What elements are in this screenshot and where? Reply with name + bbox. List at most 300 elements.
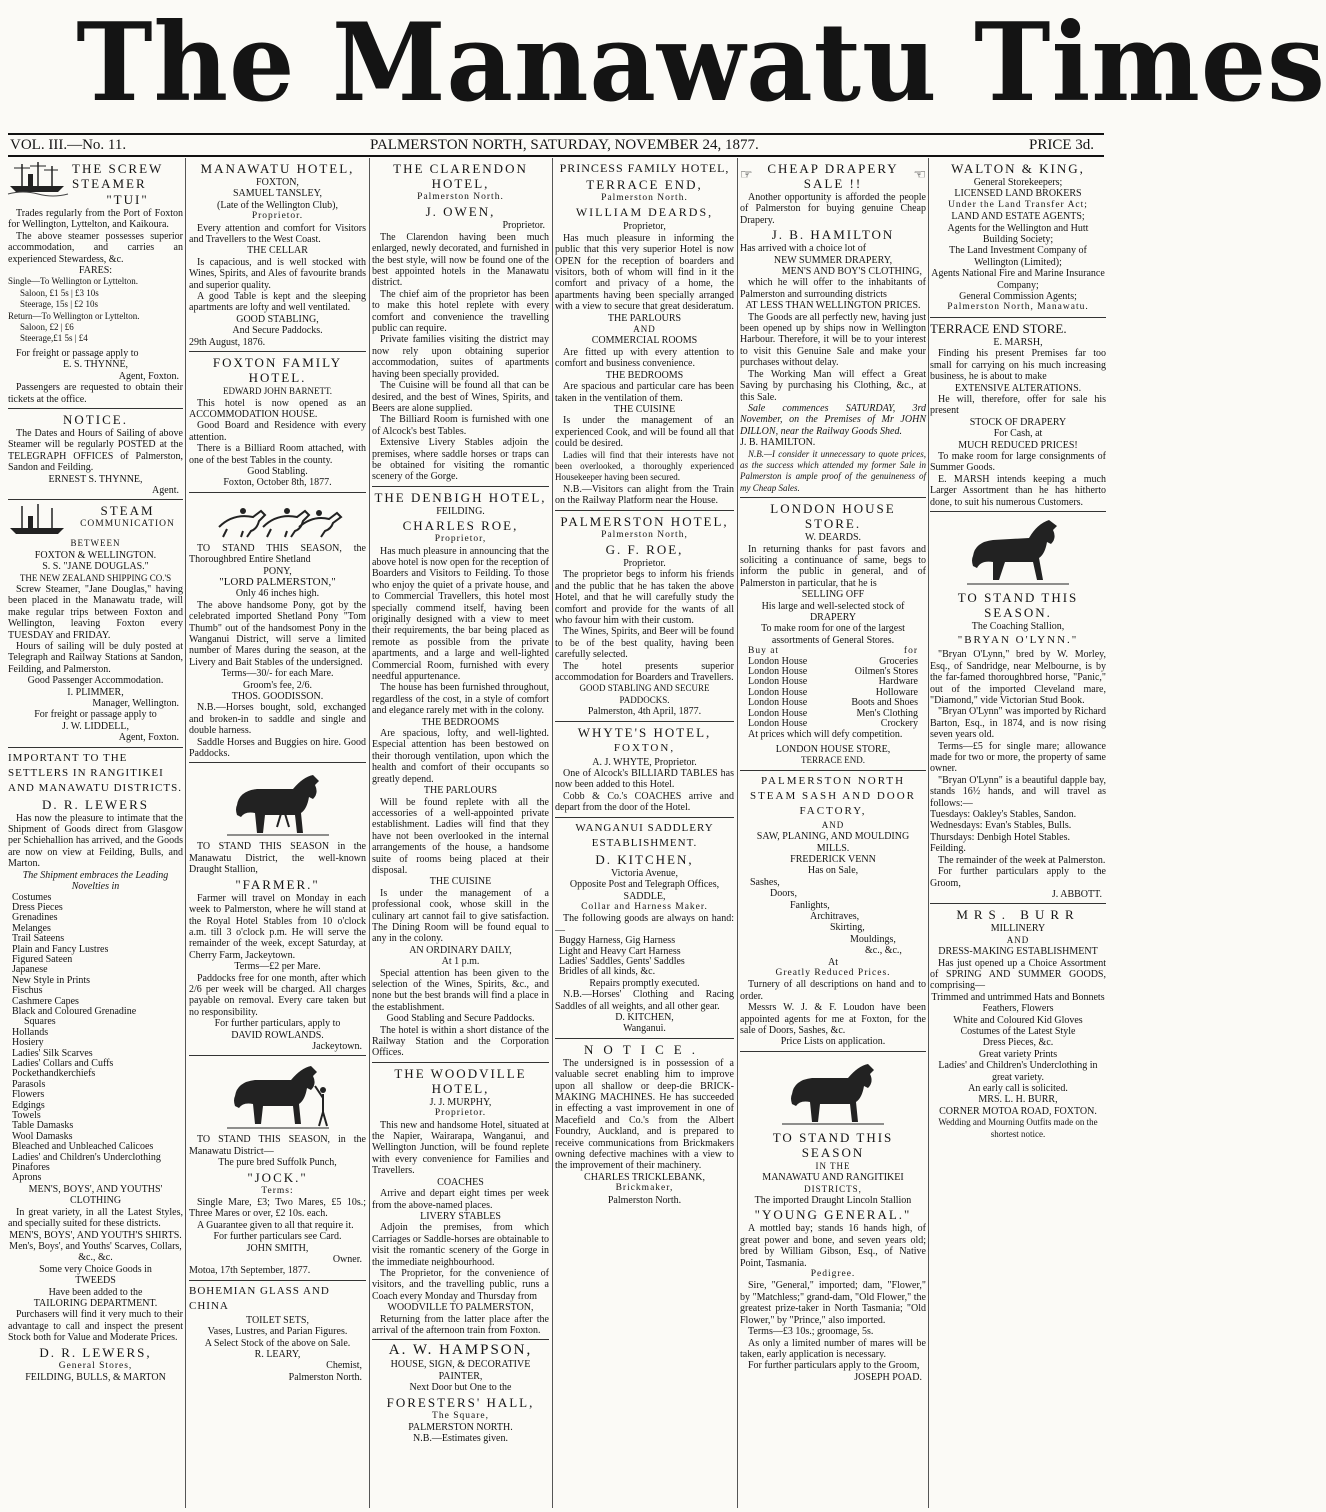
hotel-owner: SAMUEL TANSLEY, <box>232 188 323 200</box>
hotel-body: Every attention and comfort for Visitors and Travellers to the West Coast. <box>189 222 366 246</box>
agents-text: Messrs W. J. & F. Loudon have been appointed agents for me at Foxton, for the sale of Doors, Sashes, &c. <box>740 1002 926 1036</box>
tui-heading: THE SCREW STEAMER <box>72 161 164 191</box>
draught-horse-icon <box>223 767 333 839</box>
schedule-remainder: The remainder of the week at Palmerston. <box>938 854 1106 866</box>
lewers-body: Has now the pleasure to intimate that the Shipment of Goods direct from Glasgow per Schiehallion has arrived, and the Goods are now on view at Feilding, Bulls, and Marton. <box>8 812 183 870</box>
notice-signature: CHARLES TRICKLEBANK, <box>584 1171 705 1183</box>
lewers-towns: FEILDING, BULLS, & MARTON <box>25 1371 166 1383</box>
list-item: Sashes, <box>750 876 780 888</box>
guarantee-text: A Guarantee given to all that require it. <box>197 1219 354 1231</box>
price: PRICE 3d. <box>1028 137 1094 153</box>
section-body: Adjoin the premises, from which Carriages or Saddle-horses are obtainable to visit the romantic scenery of the Gorge in the immediate neighbourhood. <box>372 1222 549 1268</box>
between-text: BETWEEN <box>70 538 121 549</box>
hotel-location: TERRACE END, <box>586 177 703 192</box>
nb-text: N.B.—Horses' Clothing and Racing Saddles of all weights, and all other gear. <box>555 989 734 1012</box>
list-item: Trail Sateens <box>12 933 65 945</box>
stallion-name: "FARMER." <box>235 876 320 892</box>
steamship-icon <box>8 160 68 196</box>
section-heading: COMMERCIAL ROOMS <box>591 335 698 347</box>
company-name: THE NEW ZEALAND SHIPPING CO.'S <box>19 572 172 583</box>
list-item: Black and Coloured Grenadine <box>12 1005 137 1017</box>
hotel-body: Extensive Livery Stables adjoin the premises, where saddle horses or traps can be obtained for visiting the romantic scenery of the Gorge. <box>372 437 549 483</box>
list-item: Trimmed and untrimmed Hats and Bonnets <box>931 991 1105 1003</box>
store-owner: E. MARSH, <box>993 336 1043 348</box>
saddler-signature: D. KITCHEN, <box>615 1011 674 1023</box>
toilet-sets: TOILET SETS, <box>246 1314 309 1326</box>
painter-trade: HOUSE, SIGN, & DECORATIVE PAINTER, <box>390 1359 531 1382</box>
stallion-name: "JOCK." <box>247 1169 308 1185</box>
agent-title: Agent, Foxton. <box>118 732 179 744</box>
pointing-hand-icon: ☜ <box>913 168 926 184</box>
company-body: Screw Steamer, "Jane Douglas," having been placed in the Manawatu trade, will make regular trips between Foxton and Wellington, leaving Foxton every TUESDAY and FRIDAY. <box>8 583 183 641</box>
draught-horse-icon <box>778 1056 888 1128</box>
route-text: WOODVILLE TO PALMERSTON, <box>387 1302 534 1314</box>
tweeds-heading: TWEEDS <box>75 1275 116 1287</box>
hotel-heading: PALMERSTON HOTEL, <box>560 513 729 529</box>
select-stock: A Select Stock of the above on Sale. <box>204 1337 351 1349</box>
notice-heading: NOTICE. <box>63 411 128 427</box>
list-item: Pinafores <box>12 1162 50 1174</box>
fare-line: Saloon, £2 | £6 <box>20 322 74 333</box>
hotel-proprietor: Proprietor. <box>623 557 666 569</box>
lewers-signature: D. R. LEWERS, <box>39 1344 152 1360</box>
sale-goods: The Goods are all perfectly new, having just been opened up by ships now in Wellington Harbour. Therefore, it will be to your interest to visit this Genuine Sale and make your purchases without delay. <box>740 311 926 369</box>
hotel-town: FOXTON, <box>256 177 299 188</box>
drapery-text: DRAPERY <box>809 612 857 623</box>
terms-text: Terms—£5 for single mare; allowance made for two or more, the property of same owner. <box>930 740 1106 775</box>
pony-body: The above handsome Pony, got by the celebrated imported Shetland Pony "Tom Thumb" out of the handsomest Pony in the Wanganui District, will serve a limited number of Mares during the season, at the Livery and Bait Stables of the undersigned. <box>189 599 366 668</box>
passenger-accommodation: Good Passenger Accommodation. <box>27 675 164 687</box>
schedule-line: Wednesdays: Evan's Stables, Bulls. <box>930 820 1072 832</box>
lewers-signature-title: General Stores, <box>58 1360 133 1371</box>
ordinary-time: At 1 p.m. <box>441 956 480 968</box>
sale-arrived: Has arrived with a choice lot of <box>740 243 867 255</box>
firm-line: LAND AND ESTATE AGENTS; <box>951 211 1085 223</box>
schedule-line: Thursdays: Denbigh Hotel Stables. Feilding. <box>930 831 1070 855</box>
hotel-body: Private families visiting the district may now rely upon obtaining superior accommodation, suites of apartments having been specially provided. <box>372 334 549 380</box>
list-item: Skirting, <box>830 922 865 934</box>
hotel-owner: J. J. MURPHY, <box>429 1096 492 1108</box>
saddler-trade2: Collar and Harness Maker. <box>581 901 708 912</box>
steam-heading: STEAM <box>100 503 155 519</box>
fare-line: Steerage, 15s | £2 10s <box>20 299 99 310</box>
important-heading: IMPORTANT TO THE SETTLERS IN RANGITIKEI AND MANAWATU DISTRICTS. <box>8 751 182 794</box>
chemist-place: Palmerston North. <box>288 1371 362 1383</box>
alterations-text: EXTENSIVE ALTERATIONS. <box>954 382 1082 394</box>
sale-intro: Another opportunity is afforded the people of Palmerston for buying genuine Cheap Drapery. <box>740 192 926 226</box>
coaches-text: Cobb & Co.'s COACHES arrive and depart from the door of the Hotel. <box>555 790 734 814</box>
passengers-note: Passengers are requested to obtain their tickets at the office. <box>8 382 183 405</box>
freight-text: For freight or passage apply to <box>16 347 139 359</box>
section-body: Will be found replete with all the accessories of a well-appointed private establishment. Ladies will find that they have not been overlooked in the internal arrangements of the house, a handsome suite of rooms being placed at their disposal. <box>372 796 549 876</box>
factory-mills: SAW, PLANING, AND MOULDING MILLS. <box>756 831 910 854</box>
notice-signature-title: Agent. <box>152 484 179 496</box>
table-note: A good Table is kept and the sleeping apartments are lofty and well ventilated. <box>189 291 366 314</box>
table-row: London House Holloware <box>748 686 918 698</box>
section-body: Is under the management of a professional cook, whose skill in the culinary art cannot fail to give satisfaction. The Dining Room will be found equal to any in the colony. <box>372 887 549 945</box>
volume-number: VOL. III.—No. 11. <box>10 137 127 153</box>
tailoring-heading: TAILORING DEPARTMENT. <box>33 1297 158 1309</box>
racehorses-icon <box>213 497 343 541</box>
lewers-name: D. R. LEWERS <box>41 796 150 812</box>
notice-heading: NOTICE. <box>584 1041 705 1057</box>
painter-town: PALMERSTON NORTH. <box>408 1422 513 1433</box>
stallion-body: "Bryan O'Lynn" is a beautiful dapple bay, stands 16½ hands, and will travel as follows:— <box>930 774 1106 809</box>
sale-commences: Sale commences SATURDAY, 3rd November, on the Premises of Mr JOHN DILLON, near the Railway Goods Shed. <box>740 402 926 437</box>
hotel-body: The Billiard Room is furnished with one of Alcock's best Tables. <box>372 414 549 437</box>
section-heading: THE PARLOURS <box>423 785 498 797</box>
list-item: Ladies' Silk Scarves <box>12 1047 93 1059</box>
section-heading: THE BEDROOMS <box>421 716 500 728</box>
newspaper-title: The Manawatu Times <box>76 0 1326 126</box>
ad-date: Motoa, 17th September, 1877. <box>189 1265 311 1277</box>
ad-bohemian-glass <box>189 1281 366 1386</box>
table-row: London House Crockery <box>748 718 918 730</box>
hotel-body: This hotel is now opened as an ACCOMMODATION HOUSE. <box>189 397 366 420</box>
ad-lord-palmerston <box>189 493 366 764</box>
terms-text: Terms—£3 10s.; groomage, 5s. <box>748 1326 874 1338</box>
notice-signature: ERNEST S. THYNNE, <box>48 473 143 485</box>
milliner-signature: MRS. L. H. BURR, <box>978 1094 1058 1106</box>
ad-tui-steamer <box>8 158 183 409</box>
column-6 <box>930 158 1106 1508</box>
firm-line: Agents National Fire and Marine Insurance Company; <box>931 268 1105 291</box>
hotel-heading: THE CLARENDON HOTEL, <box>393 161 528 191</box>
agent-name: E. S. THYNNE, <box>62 359 129 371</box>
section-body: Are spacious and particular care has been taken in the ventilation of them. <box>555 381 734 404</box>
pony-height: Only 46 inches high. <box>235 588 320 600</box>
column-rule <box>552 158 553 1508</box>
table-row: London House Groceries <box>748 655 918 667</box>
hotel-heading: WHYTE'S HOTEL, <box>577 724 712 740</box>
hotel-heading: THE DENBIGH HOTEL, <box>374 489 547 505</box>
nb-text: N.B.—Horses bought, sold, exchanged and broken-in to saddle and single and double harness. <box>189 702 366 737</box>
stallion-body: Farmer will travel on Monday in each week to Palmerston, where he will stand at the Royal Hotel Stables from 10 o'clock a.m. till 3 o'clock p.m. He will serve the remainder of the week, except Saturday, at Cherry Farm, Jackeytown. <box>189 892 366 961</box>
ad-palmerston-hotel <box>555 511 734 722</box>
firm-line: The Land Investment Company of Wellington (Limited); <box>949 245 1087 268</box>
stallion-heading: TO STAND THIS SEASON <box>772 1129 894 1160</box>
further-text: For further particulars apply to the Groom, <box>748 1360 920 1372</box>
chemist-name: R. LEARY, <box>254 1349 301 1361</box>
list-item: Fischus <box>12 985 43 997</box>
hotel-body: The hotel presents superior accommodation for Boarders and Travellers. <box>555 660 734 684</box>
ad-woodville-hotel <box>372 1063 549 1341</box>
list-item: Melanges <box>12 922 51 934</box>
column-rule <box>737 158 738 1508</box>
sale-signature: J. B. HAMILTON. <box>740 437 816 449</box>
ordinary-heading: AN ORDINARY DAILY, <box>409 944 512 956</box>
shipment-intro: The Shipment embraces the Leading Novelties in <box>22 869 169 893</box>
list-item: Buggy Harness, Gig Harness <box>559 935 676 947</box>
milliner-heading: MRS. BURR <box>956 907 1080 923</box>
list-item: Dress Pieces <box>12 901 63 913</box>
ad-steam-communication <box>8 500 183 747</box>
sale-owner: J. B. HAMILTON <box>771 227 895 243</box>
store-owner: W. DEARDS. <box>804 532 862 544</box>
list-item: Plain and Fancy Lustres <box>12 943 109 955</box>
agent-title: Agent, Foxton. <box>118 370 179 382</box>
notice-signature-place: Palmerston North. <box>607 1194 682 1206</box>
ad-notice-sailing <box>8 409 183 500</box>
hotel-owner: EDWARD JOHN BARNETT. <box>222 386 333 397</box>
saddler-name: D. KITCHEN, <box>595 851 694 867</box>
store-signature: LONDON HOUSE STORE, <box>775 743 891 755</box>
list-item: Parasols <box>12 1078 46 1090</box>
early-call: An early call is solicited. <box>968 1083 1068 1094</box>
for-label: for <box>903 646 918 657</box>
repairs-text: Repairs promptly executed. <box>589 977 700 989</box>
list-item: Great variety Prints <box>978 1048 1058 1060</box>
ad-lewers <box>8 748 183 1387</box>
list-item: White and Coloured Kid Gloves <box>953 1014 1083 1026</box>
section-heading: LIVERY STABLES <box>420 1210 501 1222</box>
horse-and-groom-icon <box>223 1060 333 1132</box>
list-item: Costumes <box>12 891 52 903</box>
further-text: For further particulars see Card. <box>213 1231 342 1243</box>
painter-square: The Square, <box>432 1410 489 1421</box>
column-4 <box>555 158 734 1508</box>
ad-clarendon-hotel <box>372 158 549 487</box>
list-item: Costumes of the Latest Style <box>960 1025 1076 1037</box>
room-text: To make room for one of the largest assortments of General Stores. <box>761 623 905 646</box>
factory-and: AND <box>821 819 845 830</box>
goods-list <box>555 936 734 978</box>
wines-text: Special attention has been given to the selection of the Wines, Spirits, &c., and none but the best brands will find a place in the establishment. <box>372 967 549 1013</box>
saddler-address: Victoria Avenue, <box>611 867 678 879</box>
terms-text: Terms—30/- for each Mare. <box>221 668 334 680</box>
store-heading: LONDON HOUSE STORE. <box>770 501 896 532</box>
sale-mens-clothing: MEN'S AND BOY'S CLOTHING, <box>781 266 922 278</box>
ladies-text: Ladies will find that their interests have not been overlooked, a thoroughly experienced Housekeeper having been secured. <box>555 449 734 483</box>
steam-sub: COMMUNICATION <box>80 519 175 530</box>
billiard-text: There is a Billiard Room attached, with one of the best Tables in the county. <box>189 443 366 466</box>
notice-body: The Dates and Hours of Sailing of above Steamer will be regularly POSTED at the TELEGRAPH OFFICES of Palmerston, Sandon and Feilding. <box>8 427 183 474</box>
painter-name: A. W. HAMPSON, <box>388 1342 533 1359</box>
firm-line: Under the Land Transfer Act; <box>948 199 1088 210</box>
ad-mrs-burr <box>930 904 1106 1143</box>
stabling-text: Good Stabling and Secure Paddocks. <box>386 1013 535 1025</box>
list-item: Dress Pieces, &c. <box>982 1037 1054 1049</box>
stabling-heading: GOOD STABLING, <box>236 313 319 325</box>
firm-heading: WALTON & KING, <box>951 161 1085 176</box>
list-item: Figured Sateen <box>12 953 73 965</box>
mens-clothing-body: In great variety, in all the Latest Styles, and specially suited for these districts. <box>8 1206 183 1230</box>
saddler-place: Wanganui. <box>623 1023 666 1035</box>
stallion-body: "Bryan O'Lynn," bred by W. Morley, Esq., of Sandridge, near Melbourne, is by the far-famed thoroughbred horse, "Panic," out of the imported Cleveland mare, "Diamond," vide Victorian Stud Book. <box>930 649 1106 706</box>
stallion-sub: The pure bred Suffolk Punch, <box>218 1157 337 1169</box>
prices-text: At prices which will defy competition. <box>748 729 903 741</box>
hotel-heading: FOXTON FAMILY HOTEL. <box>212 355 343 386</box>
list-item: Towels <box>12 1110 41 1122</box>
list-item: Feathers, Flowers <box>982 1003 1054 1015</box>
fares-heading: FARES: <box>78 265 113 277</box>
sale-working-man: The Working Man will effect a Great Saving by purchasing his Clothing, &c., at this Sale. <box>740 368 926 403</box>
limited-text: As only a limited number of mares will be taken, early application is necessary. <box>740 1337 926 1360</box>
hotel-body: Has much pleasure in informing the public that this very superior Hotel is now OPEN for the reception of boarders and visitors, both of whom will find in it the comfort and privacy of a home, the apartments having been specially arranged with a view to secure that great desideratum. <box>555 232 734 313</box>
table-row: London House Boots and Shoes <box>748 697 918 709</box>
price-lists: Price Lists on application. <box>780 1036 886 1048</box>
list-item: Bridles of all kinds, &c. <box>559 966 656 978</box>
ad-young-general <box>740 1052 926 1386</box>
firm-line: General Storekeepers; <box>973 177 1063 188</box>
hotel-body: The Clarendon having been much enlarged, newly decorated, and furnished in the best style, will now be found one of the best appointed hotels in the Manawatu district. <box>372 231 549 289</box>
stallion-sub: The Coaching Stallion, <box>971 620 1065 632</box>
turnery-text: Turnery of all descriptions on hand and to order. <box>740 979 926 1002</box>
return-text: Returning from the latter place after the arrival of the afternoon train from Foxton. <box>372 1313 549 1336</box>
hotel-proprietor: Proprietor, <box>623 221 666 233</box>
owner-signature: THOS. GOODISSON. <box>231 691 324 703</box>
vases-text: Vases, Lustres, and Parian Figures. <box>207 1326 348 1338</box>
tailoring-intro: Have been added to the <box>48 1286 143 1298</box>
hotel-owner: G. F. ROE, <box>605 541 684 557</box>
list-item: Aprons <box>12 1172 42 1184</box>
glass-heading: BOHEMIAN GLASS AND CHINA <box>189 1284 330 1312</box>
cellar-heading: THE CELLAR <box>247 245 308 257</box>
list-item: Edgings <box>12 1099 45 1111</box>
ship-name: S. S. "JANE DOUGLAS." <box>42 561 149 573</box>
reduced-prices: Greatly Reduced Prices. <box>775 967 891 978</box>
store-place: TERRACE END. <box>801 755 865 766</box>
mens-clothing-heading: MEN'S, BOYS', AND YOUTHS' CLOTHING <box>28 1183 163 1207</box>
stallion-in: IN THE <box>815 1160 851 1171</box>
ad-notice-brickmaking <box>555 1039 734 1209</box>
column-3 <box>372 158 549 1508</box>
stallion-body: "Bryan O'Lynn" was imported by Richard Barton, Esq., in 1874, and is now rising seven years old. <box>930 706 1106 741</box>
list-item: Fanlights, <box>790 899 830 911</box>
hotel-owner: J. OWEN, <box>425 204 496 220</box>
hotel-place: Palmerston North. <box>601 193 688 203</box>
hotel-body: The chief aim of the proprietor has been to make this hotel replete with every comfort and convenience the travelling public can require. <box>372 288 549 335</box>
coaching-horse-icon <box>963 516 1073 588</box>
list-item: Ladies' Saddles, Gents' Saddles <box>559 955 685 967</box>
paddocks-text: And Secure Paddocks. <box>232 325 323 337</box>
manager-name: I. PLIMMER, <box>67 686 124 698</box>
further-text: For further particulars apply to the Groom, <box>930 866 1106 889</box>
ad-bryan-olynn <box>930 512 1106 904</box>
table-row: London House Hardware <box>748 676 918 688</box>
section-heading: THE CUISINE <box>429 876 492 888</box>
notice-signature-title: Brickmaker, <box>615 1183 674 1194</box>
hotel-body: This new and handsome Hotel, situated at the Napier, Wairarapa, Wanganui, and Wellington Junction, will be found replete with every convenience for Families and Travellers. <box>372 1119 549 1177</box>
agent-name: J. W. LIDDELL, <box>62 720 129 732</box>
mens-shirts-heading: MEN'S, BOYS', AND YOUTH'S SHIRTS. <box>9 1229 182 1241</box>
stallion-districts: MANAWATU AND RANGITIKEI <box>762 1172 904 1184</box>
cash-text: For Cash, at <box>993 428 1043 440</box>
owner-place: Jackeytown. <box>312 1040 362 1052</box>
stallion-body: A mottled bay; stands 16 hands high, of great power and bone, and seven years old; bred by William Gibson, Esq., of Native Point, Tasmania. <box>740 1223 926 1269</box>
chemist-title: Chemist, <box>326 1360 362 1372</box>
ad-manawatu-hotel <box>189 158 366 352</box>
notice-body: The undersigned is in possession of a valuable secret enabling him to improve upon all shallow or deep-die BRICK-MAKING MACHINES. He has succeeded in effecting a vast improvement in one of Macefield and Co.'s from the Albert Foundry, Auckland, and is prepared to receive communications from Brickmakers owning defective machines with a view to the improvement of their machinery. <box>555 1057 734 1172</box>
stabling-text: GOOD STABLING AND SECURE PADDOCKS. <box>579 683 710 705</box>
stallion-heading: TO STAND THIS SEASON, in the Manawatu District— <box>189 1134 366 1157</box>
ad-farmer-stallion <box>189 763 366 1056</box>
sale-prices: AT LESS THAN WELLINGTON PRICES. <box>745 300 921 312</box>
marsh-text: E. MARSH intends keeping a much Larger Assortment than he has hitherto done, to suit his numerous Customers. <box>930 473 1106 508</box>
factory-owner: FREDERICK VENN <box>790 853 876 865</box>
owner-signature: JOHN SMITH, <box>246 1242 309 1254</box>
hotel-town: FOXTON, <box>613 741 676 754</box>
ad-london-house <box>740 498 926 771</box>
selling-off: SELLING OFF <box>801 589 865 601</box>
stallion-name: "YOUNG GENERAL." <box>754 1207 912 1223</box>
tui-routes: Trades regularly from the Port of Foxton for Wellington, Lyttelton, and Kaikoura. <box>8 208 183 231</box>
painter-hall: FORESTERS' HALL, <box>386 1394 535 1410</box>
hotel-body: The Wines, Spirits, and Beer will be found to be of the best quality, having been carefully selected. <box>555 626 734 661</box>
fare-line: Saloon, £1 5s | £3 10s <box>20 287 99 298</box>
groom-signature: J. ABBOTT. <box>1051 888 1102 900</box>
milliner-body: Has just opened up a Choice Assortment of SPRING AND SUMMER GOODS, comprising— <box>930 957 1106 992</box>
stallion-imported: The imported Draught Lincoln Stallion <box>754 1195 912 1207</box>
saddler-trade: SADDLE, <box>623 890 666 902</box>
store-body: Finding his present Premises far too small for carrying on his much increasing business, he is about to make <box>930 348 1106 383</box>
hotel-heading: THE WOODVILLE HOTEL, <box>394 1065 527 1096</box>
hotel-body: The house has been furnished throughout, regardless of the cost, in a style of comfort and elegance rarely met with in the colony. <box>372 682 549 717</box>
scarves-text: Men's, Boys', and Youths' Scarves, Collars, &c., &c. <box>9 1240 182 1264</box>
list-item: Pockethandkerchiefs <box>12 1068 96 1080</box>
dateline <box>8 133 1104 157</box>
stallion-heading: TO STAND THIS SEASON, the Thoroughbred Entire Shetland <box>189 542 366 566</box>
column-1 <box>8 158 183 1508</box>
section-body: Are spacious, lofty, and well-lighted. Especial attention has been bestowed on their thorough ventilation, upon which the health and comfort of their occupants so greatly depend. <box>372 728 549 785</box>
fare-line: Single—To Wellington or Lyttelton. <box>8 276 138 287</box>
painter-next: Next Door but One to the <box>409 1382 512 1394</box>
ad-date: Foxton, October 8th, 1877. <box>223 477 332 489</box>
purchasers-text: Purchasers will find it very much to their advantage to call and inspect the present Stock both for Value and Moderate Prices. <box>8 1309 183 1344</box>
list-item: Ladies' and Children's Underclothing <box>12 1151 161 1163</box>
list-item: Wool Damasks <box>12 1130 73 1142</box>
ad-cheap-drapery <box>740 158 926 498</box>
terms-text: Single Mare, £3; Two Mares, £5 10s.; Three Mares or over, £2 10s. each. <box>189 1197 366 1220</box>
stabling-text: Good Stabling. <box>247 465 308 477</box>
pedigree-body: Sire, "General," imported; dam, "Flower," by "Matchless;" grand-dam, "Old Flower," the greatest prize-taker in North Tasmania; "Old Flower," by "Prince," also imported. <box>740 1280 926 1326</box>
sale-nb: N.B.—I consider it unnecessary to quote prices, as the success which attended my former Sale in Palmerston is ample proof of the genuineness of my Cheap Sales. <box>740 448 926 493</box>
hotel-body: The Cuisine will be found all that can be desired, and the best of Wines, Spirits, and Beers are alone supplied. <box>372 380 549 414</box>
ad-denbigh-hotel <box>372 487 549 1063</box>
section-heading: THE CUISINE <box>613 403 676 415</box>
column-rule <box>928 158 929 1508</box>
saddler-opposite: Opposite Post and Telegraph Offices, <box>569 879 720 891</box>
stock-text: STOCK OF DRAPERY <box>969 416 1067 428</box>
list-item: Japanese <box>12 964 48 976</box>
section-body: Arrive and depart eight times per week from the above-named places. <box>372 1188 549 1211</box>
section-heading: THE PARLOURS <box>607 312 682 324</box>
ad-date: 29th August, 1876. <box>189 336 266 348</box>
list-item: Cashmere Capes <box>12 995 79 1007</box>
paddocks-text: Paddocks free for one month, after which 2/6 per week will be charged. All charges payable on removal. Every care taken but no responsibility. <box>189 972 366 1018</box>
section-body: Is under the management of an experienced Cook, and will be found all that could be desired. <box>555 415 734 450</box>
hotel-place: Palmerston North. <box>417 192 504 202</box>
terms-heading: Terms: <box>261 1185 294 1196</box>
section-heading: COACHES <box>437 1176 484 1188</box>
hotel-owner: A. J. WHYTE, Proprietor. <box>592 756 697 768</box>
sailing-hours: Hours of sailing will be duly posted at Telegraph and Railway Stations at Sandon, Feilding, and Palmerston. <box>8 641 183 675</box>
store-heading: TERRACE END STORE. <box>930 320 1067 336</box>
millinery-and: AND <box>1006 934 1030 945</box>
board-text: Good Board and Residence with every attention. <box>189 420 366 443</box>
list-item: Flowers <box>12 1089 45 1101</box>
groom-fee: Groom's fee, 2/6. <box>242 679 312 691</box>
pedigree-heading: Pedigree. <box>810 1269 856 1280</box>
sale-heading: CHEAP DRAPERY SALE !! <box>767 161 899 191</box>
firm-line: General Commission Agents; <box>959 291 1077 303</box>
stallion-name: "BRYAN O'LYNN." <box>957 634 1079 647</box>
hotel-heading: PRINCESS FAMILY HOTEL, <box>559 161 730 175</box>
pony-name: "LORD PALMERSTON," <box>219 575 336 588</box>
room-text: To make room for large consignments of Summer Goods. <box>930 450 1106 474</box>
firm-place: Palmerston North, Manawatu. <box>947 302 1089 313</box>
list-item: Doors, <box>770 888 797 900</box>
